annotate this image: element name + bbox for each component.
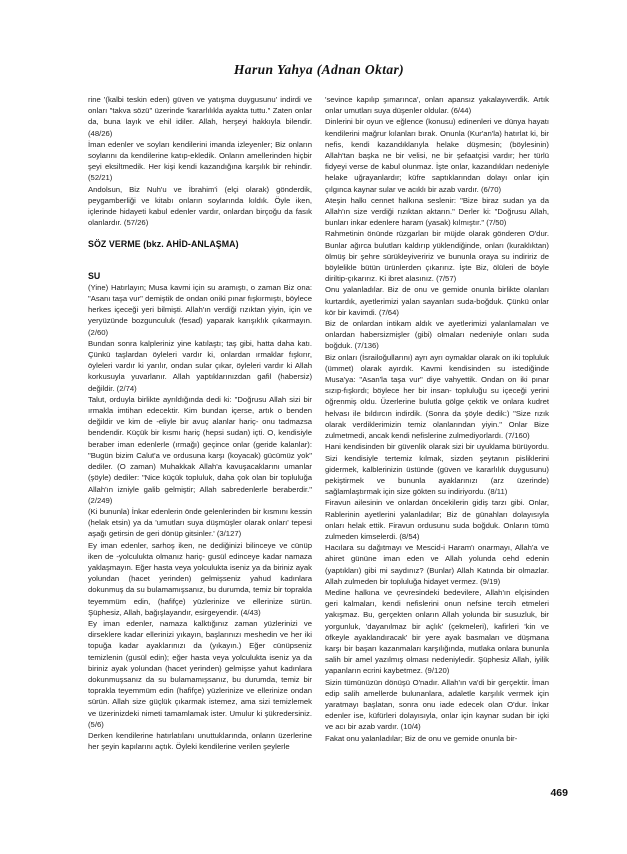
section-heading: SÖZ VERME (bkz. AHİD-ANLAŞMA)	[88, 239, 239, 250]
verse-paragraph: Fakat onu yalanladılar; Biz de onu ve gemide onunla bir-	[325, 733, 518, 743]
verse-paragraph: Ateşin halkı cennet halkına seslenir: "Bize biraz sudan ya da Allah'ın size verdiği rızıktan aktarın." Derler ki: "Doğrusu Allah, bunları inkar edenlere haram (yasak) kılmıştır." (7/50)	[325, 195, 549, 228]
verse-paragraph: Medine halkına ve çevresindeki bedevilere, Allah'ın elçisinden geri kalmaları, kendi nefislerini onun nefsine tercih etmeleri yakışmaz. Bu, gerçekten onların Allah yolunda bir susuzluk, bir yorgunluk, 'dayanılmaz bir açlık' (çekmeleri), kafirleri 'kin ve öfkeyle ayaklandıracak' bir yere ayak basmaları ve düşmana karşı bir başarı kazanmaları karşılığında, mutlaka onlara bununla salih bir amel yazılmış olması nedeniyledir. Şüphesiz Allah, iyilik yapanların ecrini kaybetmez. (9/120)	[325, 587, 549, 676]
verse-paragraph: Andolsun, Biz Nuh'u ve İbrahim'i (elçi olarak) gönderdik, peygamberliği ve kitabı onların soylarında kıldık. Öyle iken, içlerinde hidayeti kabul edenler vardır, onlardan birçoğu da fasık olanlardır. (57/26)	[88, 184, 312, 228]
verse-paragraph: Sizin tümünüzün dönüşü O'nadır. Allah'ın va'di bir gerçektir. İman edip salih amellerde bulunanlara, adaletle karşılık vermek için yaratmayı başlatan, sonra onu iade edecek olan O'dur. İnkar edenler ise, küfürleri dolayısıyla, onlar için kaynar sudan bir içki ve acı bir azab vardır. (10/4)	[325, 677, 549, 732]
verse-paragraph: Derken kendilerine hatırlatılanı unuttuklarında, onların üzerlerine her şeyin kapılarını açtık. Öyleki kendilerine verilen şeylerle	[88, 730, 312, 752]
verse-paragraph: Onu yalanladılar. Biz de onu ve gemide onunla birlikte olanları kurtardık, ayetlerimizi yalan sayanları suda-boğduk. Çünkü onlar kör bir kavimdi. (7/64)	[325, 285, 549, 317]
page-number: 469	[550, 787, 568, 799]
text-columns	[88, 94, 550, 752]
verse-paragraph: Ey iman edenler, namaza kalktığınız zaman yüzlerinizi ve dirseklere kadar ellerinizi yıkayın, başlarınızı meshedin ve her iki topuğa kadar ayaklarınızı da (yıkayın.) Eğer cünüpseniz temizlenin (gusül edin); eğer hasta veya yolculukta iseniz ya da biriniz ayak yolundan (hacet yerinden) gelmişse yahut kadınlara dokunmuşsanız da su bulamamışsanız, bu durumda, temiz bir toprakla teyemmüm edin (hafifçe) yüzlerinize ve ellerinize ondan sürün. Allah size güçlük çıkarmak istemez, ama sizi temizlemek ve üzerinizdeki nimeti tamamlamak ister. Umulur ki şükredersiniz. (5/6)	[88, 618, 312, 729]
verse-paragraph: Firavun ailesinin ve onlardan öncekilerin gidiş tarzı gibi. Onlar, Rablerinin ayetlerini yalanladılar; Biz de günahları dolayısıyla onları helak ettik. Firavun ordusunu suda boğduk. Onların tümü zulmeden kimselerdi. (8/54)	[325, 498, 549, 541]
verse-paragraph: 'sevince kapılıp şımarınca', onları apansız yakalayıverdik. Artık onlar umutları suya düşenler oldular. (6/44)	[325, 95, 549, 116]
verse-paragraph: Biz onları (İsrailoğullarını) ayrı ayrı oymaklar olarak on iki topluluk (ümmet) olarak ayırdık. Kavmi kendisinden su istediğinde Musa'ya: "Asan'la taşa vur" diye vahyettik. Ondan on iki pınar sızıp-fışkırdı; böylece her bir insan- topluluğu su içeceği yerini öğrenmiş oldu. Üzerlerine bulutla gölge çektik ve onlara kudret helvası ile bıldırcın indirdik. (Sonra da şöyle dedik:) "Size rızık olarak verdiklerimizin temiz olanlarından yiyin." Onlar Bize zulmetmedi, ancak kendi nefislerine zulmediyorlardı. (7/160)	[325, 352, 549, 441]
verse-paragraph: İman edenler ve soyları kendilerini imanda izleyenler; Biz onların soylarını da kendilerine katıp-ekledik. Onların amellerinden hiçbir şeyi eksiltmedik. Her kişi kendi kazandığına karşılık bir rehindir. (52/21)	[88, 139, 312, 183]
verse-paragraph: Dinlerini bir oyun ve eğlence (konusu) edinenleri ve dünya hayatı kendilerini mağrur kılanları bırak. Onunla (Kur'an'la) hatırlat ki, bir nefis, kendi kazandıklarıyla helake düşmesin; (böylesinin) Allah'tan başka ne bir velisi, ne bir şefaatçisi vardır; her türlü fidyeyi verse de kabul olunmaz. İşte onlar, kazandıkları nedeniyle helake uğrayanlardır; küfre saptıklarından dolayı onlar için çılgınca kaynar sular ve acıklı bir azab vardır. (6/70)	[325, 117, 549, 194]
verse-paragraph: (Ki bununla) İnkar edenlerin önde gelenlerinden bir kısmını kessin (helak etsin) ya da 'umutları suya düşmüşler olarak onları' tepesi aşağı getirsin de geri dönüp gitsinler.' (3/127)	[88, 506, 312, 539]
verse-paragraph: Rahmetinin önünde rüzgarları bir müjde olarak gönderen O'dur. Bunlar ağırca bulutları kaldırıp yüklendiğinde, onları (kuraklıktan) ölmüş bir şehre sürükleyiveririz ve bununla oraya su indiririz de böylelikle bütün ürünlerden çıkarırız. İşte Biz, ölüleri de böyle diriltip-çıkarırız. Ki ibret alasınız. (7/57)	[325, 229, 549, 284]
left-text-column	[88, 94, 312, 752]
verse-paragraph: Bundan sonra kalpleriniz yine katılaştı; taş gibi, hatta daha katı. Çünkü taşlardan öyleleri vardır ki, onlardan ırmaklar fışkırır, öyleleri vardır ki yarılır, ondan sular çıkar, öyleleri vardır ki Allah korkusuyla yuvarlanır. Allah yaptıklarınızdan gafil (habersiz) değildir. (2/74)	[88, 338, 312, 393]
verse-paragraph: Biz de onlardan intikam aldık ve ayetlerimizi yalanlamaları ve onlardan habersizmişler (gibi) olmaları nedeniyle onları suda boğduk. (7/136)	[325, 319, 549, 351]
verse-paragraph: Hani kendisinden bir güvenlik olarak sizi bir uyuklama bürüyordu. Sizi kendisiyle tertemiz kılmak, sizden şeytanın pisliklerini gidermek, kalblerinizin üstünde (güven ve kararlılık duygusunu) pekiştirmek ve bununla ayaklarınızı (arz üzerinde) sağlamlaştırmak için size gökten su indiriyordu. (8/11)	[325, 442, 549, 497]
page-header-author-title: Harun Yahya (Adnan Oktar)	[233, 62, 405, 77]
verse-paragraph: rine '(kalbi teskin eden) güven ve yatışma duygusunu' indirdi ve onları "takva sözü" üzerinde 'kararlılıkla ayakta tuttu." Zaten onlar da, buna layık ve ehil idiler. Allah, herşeyi hakkıyla bilendir. (48/26)	[88, 95, 312, 138]
verse-paragraph: Hacılara su dağıtmayı ve Mescid-i Haram'ı onarmayı, Allah'a ve ahiret gününe iman eden ve Allah yolunda cehd edenin (yaptıkları) gibi mi saydınız? (Bunlar) Allah Katında bir olmazlar. Allah zulmeden bir topluluğa hidayet vermez. (9/19)	[325, 543, 549, 586]
verse-paragraph: (Yine) Hatırlayın; Musa kavmi için su aramıştı, o zaman Biz ona: "Asanı taşa vur" demiştik de ondan oniki pınar fışkırmıştı, böylece herkes içeceği yeri bilmişti. Allah'ın verdiği rızıktan yiyin, için ve yeryüzünde bozgunculuk (fesad) yaparak karışıklık çıkarmayın. (2/60)	[88, 282, 312, 337]
verse-paragraph: Ey iman edenler, sarhoş iken, ne dediğinizi bilinceye ve cünüp iken de -yolculukta olmanız hariç- gusül edinceye kadar namaza yaklaşmayın. Eğer hasta veya yolculukta iseniz ya da biriniz ayak yolundan (hacet yerinden) gelmişseniz yahud kadınlara dokunmuş da su bulamamışsanız, bu durumda, temiz bir toprakla teyemmüm edin, (hafifçe) yüzlerinize ve ellerinize sürün. Şüphesiz, Allah, bağışlayandır, esirgeyendir. (4/43)	[88, 540, 312, 617]
section-heading: SU	[88, 270, 101, 281]
verse-paragraph: Talut, orduyla birlikte ayrıldığında dedi ki: "Doğrusu Allah sizi bir ırmakla imtihan edecektir. Kim bundan içerse, artık o benden değildir ve kim de -eliyle bir avuç alanlar hariç- onu tadmazsa bendendir. Küçük bir kısmı hariç (hepsi sudan) içti. O, kendisiyle beraber iman edenlerle (ırmağı) geçince onlar (geride kalanlar): "Bugün bizim Calut'a ve ordusuna karşı (koyacak) gücümüz yok" dediler. (O zaman) Muhakkak Allah'a kavuşacaklarını umanlar (şöyle) dediler: "Nice küçük topluluk, daha çok olan bir topluluğa Allah'ın izniyle galib gelmiştir; Allah sabredenlerle beraberdir." (2/249)	[88, 394, 312, 505]
right-text-column	[325, 94, 549, 752]
